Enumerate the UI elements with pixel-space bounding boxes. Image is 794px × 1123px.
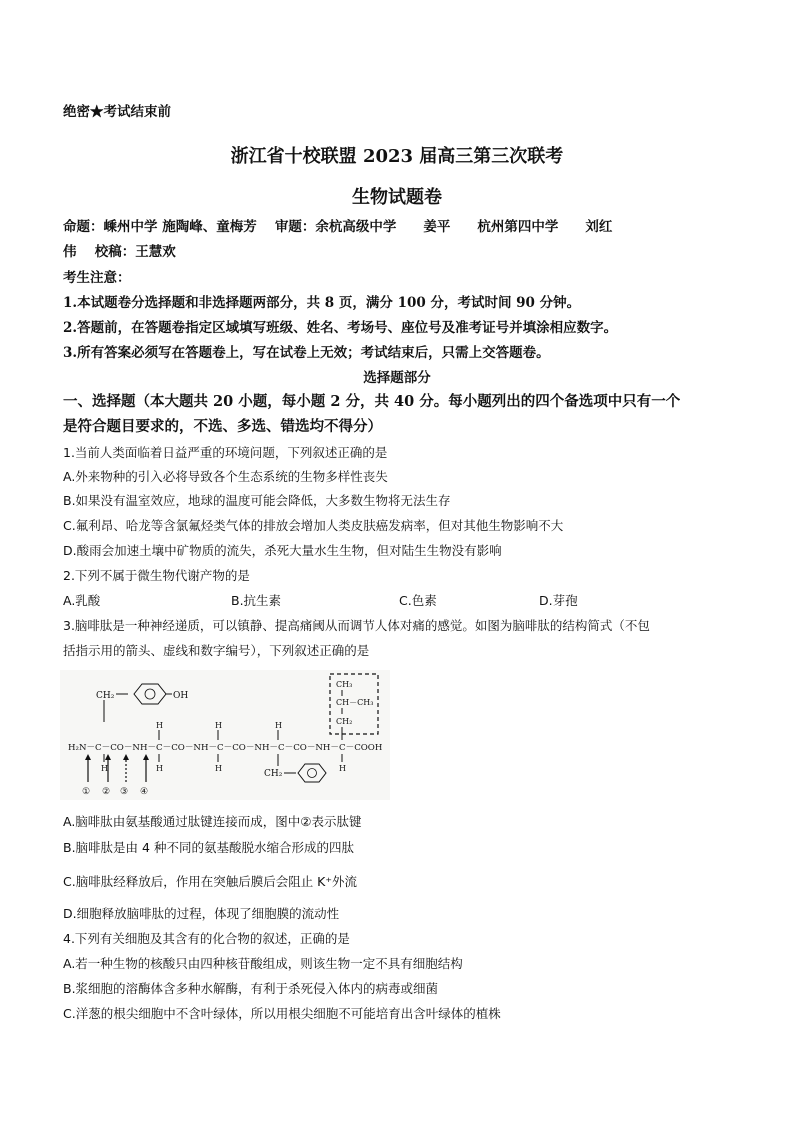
h-label: H (156, 721, 163, 730)
enkephalin-structure-figure (60, 670, 390, 800)
h-label: H (275, 721, 282, 730)
h-label: H (156, 764, 163, 773)
benzene-ring-icon (134, 684, 166, 704)
h-label: H (215, 764, 222, 773)
aromatic-circle (145, 689, 155, 699)
aromatic-circle (308, 769, 317, 778)
h-label: H (101, 764, 108, 773)
q4-option-c: C.洋葱的根尖细胞中不含叶绿体，所以用根尖细胞不可能培育出含叶绿体的植株 (63, 1006, 501, 1021)
q3-option-c: C.脑啡肽经释放后，作用在突触后膜后会阻止 K⁺外流 (63, 874, 357, 889)
q3-stem-line-1: 3.脑啡肽是一种神经递质，可以镇静、提高痛阈从而调节人体对痛的感觉。如图为脑啡肽的结构简式（不包 (63, 618, 650, 633)
q4-stem: 4.下列有关细胞及其含有的化合物的叙述，正确的是 (63, 931, 350, 946)
q2-option-d: D.芽孢 (539, 593, 578, 608)
q3-option-a: A.脑啡肽由氨基酸通过肽键连接而成，图中②表示肽键 (63, 814, 362, 829)
main-chain: H₂N－C－CO－NH－C－CO－NH－C－CO－NH－C－CO－NH－C－COOH (68, 743, 383, 753)
credits-line-2: 伟 校稿：王慧欢 (63, 244, 176, 260)
q1-option-b: B.如果没有温室效应，地球的温度可能会降低，大多数生物将无法生存 (63, 493, 451, 508)
q1-option-a: A.外来物种的引入必将导致各个生态系统的生物多样性丧失 (63, 469, 388, 484)
q1-option-d: D.酸雨会加速土壤中矿物质的流失，杀死大量水生生物，但对陆生生物没有影响 (63, 543, 502, 558)
paper-title: 生物试题卷 (352, 187, 442, 208)
h-label: H (339, 764, 346, 773)
section-title: 选择题部分 (363, 370, 431, 386)
notice-item-2: 2.答题前，在答题卷指定区域填写班级、姓名、考场号、座位号及准考证号并填涂相应数字。 (63, 320, 618, 336)
ch3-label: CH₃ (336, 680, 353, 689)
q1-stem: 1.当前人类面临着日益严重的环境问题，下列叙述正确的是 (63, 445, 388, 460)
q3-option-b: B.脑啡肽是由 4 种不同的氨基酸脱水缩合形成的四肽 (63, 840, 354, 855)
q2-option-b: B.抗生素 (231, 593, 282, 608)
exam-title: 浙江省十校联盟 2023 届高三第三次联考 (230, 146, 564, 167)
oh-label: OH (173, 691, 189, 701)
q4-option-a: A.若一种生物的核酸只由四种核苷酸组成，则该生物一定不具有细胞结构 (63, 956, 463, 971)
ch2-label: CH₂ (264, 769, 283, 779)
marker-2: ② (102, 787, 111, 797)
notice-heading: 考生注意： (63, 270, 131, 286)
q2-option-c: C.色素 (399, 593, 437, 608)
q1-option-c: C.氟利昂、哈龙等含氯氟烃类气体的排放会增加人类皮肤癌发病率，但对其他生物影响不大 (63, 518, 564, 533)
q2-option-a: A.乳酸 (63, 593, 101, 608)
q4-option-b: B.浆细胞的溶酶体含多种水解酶，有利于杀死侵入体内的病毒或细菌 (63, 981, 439, 996)
h-label: H (215, 721, 222, 730)
ch-ch3-label: CH－CH₃ (336, 698, 374, 707)
section-instruction-2: 是符合题目要求的，不选、多选、错选均不得分） (63, 418, 382, 435)
benzene-ring-icon (298, 764, 326, 782)
q3-stem-line-2: 括指示用的箭头、虚线和数字编号），下列叙述正确的是 (63, 643, 370, 658)
ch2-label: CH₂ (96, 691, 115, 701)
marker-arrows (85, 754, 149, 782)
marker-4: ④ (140, 787, 149, 797)
ch2-label: CH₂ (336, 717, 353, 726)
marker-1: ① (82, 787, 91, 797)
q2-stem: 2.下列不属于微生物代谢产物的是 (63, 568, 250, 583)
notice-item-1: 1.本试题卷分选择题和非选择题两部分，共 8 页，满分 100 分，考试时间 90 分钟。 (63, 295, 581, 311)
marker-3: ③ (120, 787, 129, 797)
section-instruction-1: 一、选择题（本大题共 20 小题，每小题 2 分，共 40 分。每小题列出的四个备选项中只有一个 (63, 393, 681, 410)
q3-option-d: D.细胞释放脑啡肽的过程，体现了细胞膜的流动性 (63, 906, 340, 921)
secret-label: 绝密★考试结束前 (63, 104, 171, 120)
notice-item-3: 3.所有答案必须写在答题卷上，写在试卷上无效；考试结束后，只需上交答题卷。 (63, 345, 550, 361)
credits-line-1: 命题：嵊州中学 施陶峰、童梅芳 审题：余杭高级中学 姜平 杭州第四中学 刘红 (63, 219, 613, 235)
